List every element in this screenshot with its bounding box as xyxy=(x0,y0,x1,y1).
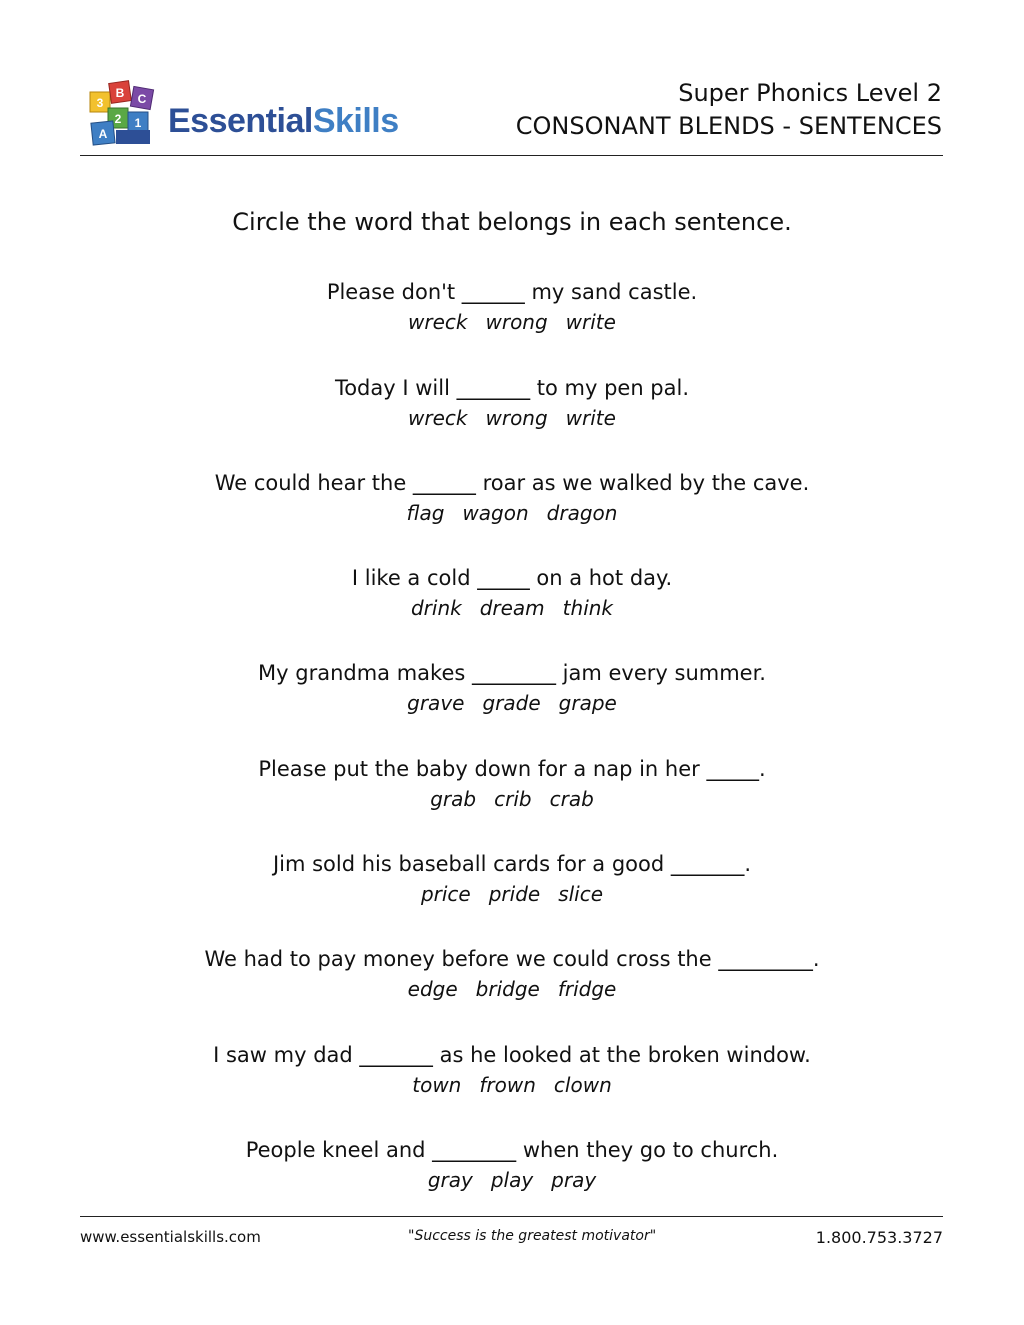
answer-choice[interactable]: crab xyxy=(549,787,594,811)
answer-choice[interactable]: gray xyxy=(427,1168,473,1192)
answer-choice[interactable]: dragon xyxy=(546,501,618,525)
question-item xyxy=(0,1136,1024,1196)
answer-choice[interactable]: frown xyxy=(479,1073,536,1097)
question-item xyxy=(0,850,1024,910)
answer-choices xyxy=(0,592,1024,624)
abc-blocks-icon xyxy=(86,78,164,148)
logo-word-essential: Essential xyxy=(168,102,313,140)
question-sentence: People kneel and ________ when they go to church. xyxy=(245,1138,779,1162)
answer-choice[interactable]: wreck xyxy=(408,406,468,430)
answer-choice[interactable]: slice xyxy=(558,882,604,906)
phone-number: 1.800.753.3727 xyxy=(815,1228,943,1247)
question-item xyxy=(0,374,1024,434)
answer-choice[interactable]: dream xyxy=(479,596,545,620)
answer-choice[interactable]: drink xyxy=(410,596,462,620)
answer-choice[interactable]: bridge xyxy=(475,977,540,1001)
instruction-text: Circle the word that belongs in each sentence. xyxy=(232,208,792,236)
answer-choices xyxy=(0,1069,1024,1101)
answer-choice[interactable]: clown xyxy=(553,1073,612,1097)
answer-choice[interactable]: wreck xyxy=(408,310,468,334)
answer-choice[interactable]: think xyxy=(562,596,614,620)
question-item xyxy=(0,755,1024,815)
answer-choice[interactable]: play xyxy=(490,1168,534,1192)
answer-choice[interactable]: write xyxy=(565,310,616,334)
website-link[interactable]: www.essentialskills.com xyxy=(80,1228,261,1246)
answer-choices xyxy=(0,306,1024,338)
question-sentence: Please put the baby down for a nap in her _____. xyxy=(258,757,766,781)
question-sentence: I like a cold _____ on a hot day. xyxy=(351,566,673,590)
logo-block-letter: 1 xyxy=(134,116,142,130)
answer-choice[interactable]: crib xyxy=(494,787,532,811)
motto-text: "Success is the greatest motivator" xyxy=(408,1228,657,1244)
answer-choice[interactable]: pride xyxy=(488,882,541,906)
question-sentence: We could hear the ______ roar as we walked by the cave. xyxy=(214,471,810,495)
logo-block-letter: C xyxy=(137,92,147,106)
question-item xyxy=(0,469,1024,529)
answer-choice[interactable]: price xyxy=(420,882,471,906)
footer-divider xyxy=(80,1216,943,1217)
logo-wordmark xyxy=(168,104,399,138)
worksheet-title xyxy=(516,78,942,144)
page-header xyxy=(80,72,942,156)
answer-choice[interactable]: edge xyxy=(407,977,458,1001)
answer-choices xyxy=(0,497,1024,529)
question-item xyxy=(0,659,1024,719)
answer-choice[interactable]: grave xyxy=(407,691,465,715)
answer-choices xyxy=(0,687,1024,719)
answer-choice[interactable]: grape xyxy=(558,691,617,715)
question-item xyxy=(0,564,1024,624)
logo-block-letter: B xyxy=(115,86,125,100)
question-sentence: My grandma makes ________ jam every summer. xyxy=(258,661,766,685)
answer-choices xyxy=(0,1164,1024,1196)
answer-choices xyxy=(0,973,1024,1005)
question-sentence: Please don't ______ my sand castle. xyxy=(326,280,698,304)
question-item xyxy=(0,1041,1024,1101)
answer-choices xyxy=(0,402,1024,434)
answer-choice[interactable]: wrong xyxy=(485,310,548,334)
answer-choices xyxy=(0,783,1024,815)
series-title: Super Phonics Level 2 xyxy=(678,79,942,107)
answer-choices xyxy=(0,878,1024,910)
logo-block-letter: 3 xyxy=(96,96,104,110)
logo-block-letter: A xyxy=(98,127,108,141)
essential-skills-logo xyxy=(86,78,426,148)
answer-choice[interactable]: town xyxy=(412,1073,462,1097)
answer-choice[interactable]: wrong xyxy=(485,406,548,430)
header-divider xyxy=(80,155,943,156)
answer-choice[interactable]: write xyxy=(565,406,616,430)
logo-block-letter: 2 xyxy=(114,112,122,126)
question-item xyxy=(0,945,1024,1005)
question-sentence: We had to pay money before we could cross the _________. xyxy=(204,947,820,971)
question-sentence: Today I will _______ to my pen pal. xyxy=(334,376,690,400)
answer-choice[interactable]: pray xyxy=(551,1168,597,1192)
question-sentence: Jim sold his baseball cards for a good _______. xyxy=(272,852,752,876)
lesson-title: CONSONANT BLENDS - SENTENCES xyxy=(515,112,942,140)
answer-choice[interactable]: flag xyxy=(406,501,445,525)
page-footer xyxy=(80,1228,943,1252)
question-item xyxy=(0,278,1024,338)
answer-choice[interactable]: grade xyxy=(482,691,541,715)
logo-word-skills: Skills xyxy=(312,102,399,140)
question-sentence: I saw my dad _______ as he looked at the broken window. xyxy=(213,1043,811,1067)
answer-choice[interactable]: wagon xyxy=(462,501,529,525)
answer-choice[interactable]: fridge xyxy=(557,977,617,1001)
answer-choice[interactable]: grab xyxy=(430,787,477,811)
